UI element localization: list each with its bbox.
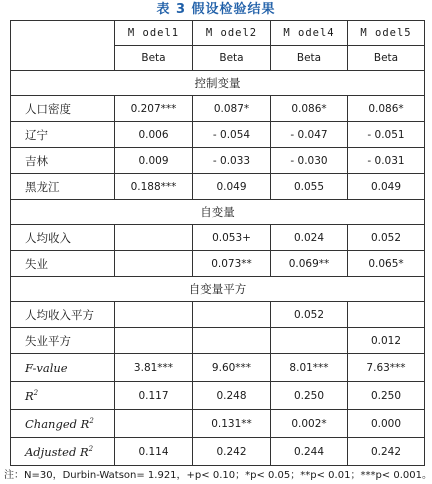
cell <box>115 410 193 438</box>
table-row <box>11 174 425 200</box>
cell: 9.60*** <box>193 354 271 382</box>
changed-r2-label-text: Changed R <box>25 416 90 431</box>
cell: 0.012 <box>348 328 425 354</box>
cell: 0.114 <box>115 438 193 466</box>
beta-label: Beta <box>193 46 271 71</box>
row-label: 黑龙江 <box>11 174 115 200</box>
beta-label: Beta <box>115 46 193 71</box>
cell: 0.002* <box>271 410 348 438</box>
cell: 0.250 <box>348 382 425 410</box>
cell: 0.049 <box>193 174 271 200</box>
changed-r2-superscript: 2 <box>89 416 94 425</box>
model-1-header: M odel1 <box>115 21 193 46</box>
cell: 0.086* <box>271 96 348 122</box>
cell: 0.188*** <box>115 174 193 200</box>
cell: 0.069** <box>271 251 348 277</box>
section-row <box>11 71 425 96</box>
cell: 0.244 <box>271 438 348 466</box>
cell: 0.006 <box>115 122 193 148</box>
cell: 0.009 <box>115 148 193 174</box>
table-row <box>11 148 425 174</box>
cell: 0.055 <box>271 174 348 200</box>
row-label-adjusted-r2 <box>11 438 115 466</box>
table-row <box>11 382 425 410</box>
cell: 0.073** <box>193 251 271 277</box>
section-independent: 自变量 <box>11 200 425 225</box>
cell <box>115 225 193 251</box>
row-label: 人均收入平方 <box>11 302 115 328</box>
row-label: 吉林 <box>11 148 115 174</box>
cell: 0.053+ <box>193 225 271 251</box>
cell <box>115 302 193 328</box>
adjusted-r2-label-text: Adjusted R <box>25 444 89 459</box>
cell: - 0.031 <box>348 148 425 174</box>
model-4-header: M odel4 <box>271 21 348 46</box>
table-row <box>11 225 425 251</box>
beta-label: Beta <box>271 46 348 71</box>
table-row <box>11 302 425 328</box>
cell: 0.086* <box>348 96 425 122</box>
table-title: 表 3 假设检验结果 <box>156 2 276 17</box>
cell: 0.117 <box>115 382 193 410</box>
results-table <box>10 20 425 466</box>
section-controls: 控制变量 <box>11 71 425 96</box>
cell: 0.052 <box>348 225 425 251</box>
cell <box>115 328 193 354</box>
cell: - 0.054 <box>193 122 271 148</box>
row-label: 人口密度 <box>11 96 115 122</box>
header-row-models <box>11 21 425 46</box>
table-row <box>11 251 425 277</box>
row-label-f-value: F-value <box>11 354 115 382</box>
cell <box>271 328 348 354</box>
cell: 0.248 <box>193 382 271 410</box>
table-row <box>11 96 425 122</box>
cell: 0.065* <box>348 251 425 277</box>
cell: 0.242 <box>193 438 271 466</box>
table-row <box>11 122 425 148</box>
cell: 0.049 <box>348 174 425 200</box>
cell: 0.024 <box>271 225 348 251</box>
cell <box>193 302 271 328</box>
r2-superscript: 2 <box>33 388 39 397</box>
cell: 0.207*** <box>115 96 193 122</box>
cell: 0.131** <box>193 410 271 438</box>
cell: - 0.033 <box>193 148 271 174</box>
header-corner <box>11 21 115 71</box>
table-row <box>11 410 425 438</box>
cell: - 0.051 <box>348 122 425 148</box>
cell: 0.250 <box>271 382 348 410</box>
row-label: 失业平方 <box>11 328 115 354</box>
row-label: 人均收入 <box>11 225 115 251</box>
cell: 0.000 <box>348 410 425 438</box>
cell: 8.01*** <box>271 354 348 382</box>
r2-label-text: R <box>25 388 34 403</box>
cell <box>348 302 425 328</box>
cell <box>115 251 193 277</box>
section-row <box>11 277 425 302</box>
cell: 7.63*** <box>348 354 425 382</box>
table-row <box>11 354 425 382</box>
cell: 0.242 <box>348 438 425 466</box>
row-label: 辽宁 <box>11 122 115 148</box>
cell <box>193 328 271 354</box>
row-label-changed-r2 <box>11 410 115 438</box>
row-label: 失业 <box>11 251 115 277</box>
table-footnote: 注：N=30，Durbin-Watson= 1.921，+p< 0.10；*p< 0.05；**p< 0.01；***p< 0.001。 <box>4 470 432 481</box>
table-row <box>11 328 425 354</box>
row-label-r2 <box>11 382 115 410</box>
model-2-header: M odel2 <box>193 21 271 46</box>
cell: - 0.030 <box>271 148 348 174</box>
beta-label: Beta <box>348 46 425 71</box>
section-row <box>11 200 425 225</box>
section-independent-squared: 自变量平方 <box>11 277 425 302</box>
table-row <box>11 438 425 466</box>
cell: 3.81*** <box>115 354 193 382</box>
cell: 0.052 <box>271 302 348 328</box>
adjusted-r2-superscript: 2 <box>88 444 94 453</box>
model-5-header: M odel5 <box>348 21 425 46</box>
cell: - 0.047 <box>271 122 348 148</box>
cell: 0.087* <box>193 96 271 122</box>
